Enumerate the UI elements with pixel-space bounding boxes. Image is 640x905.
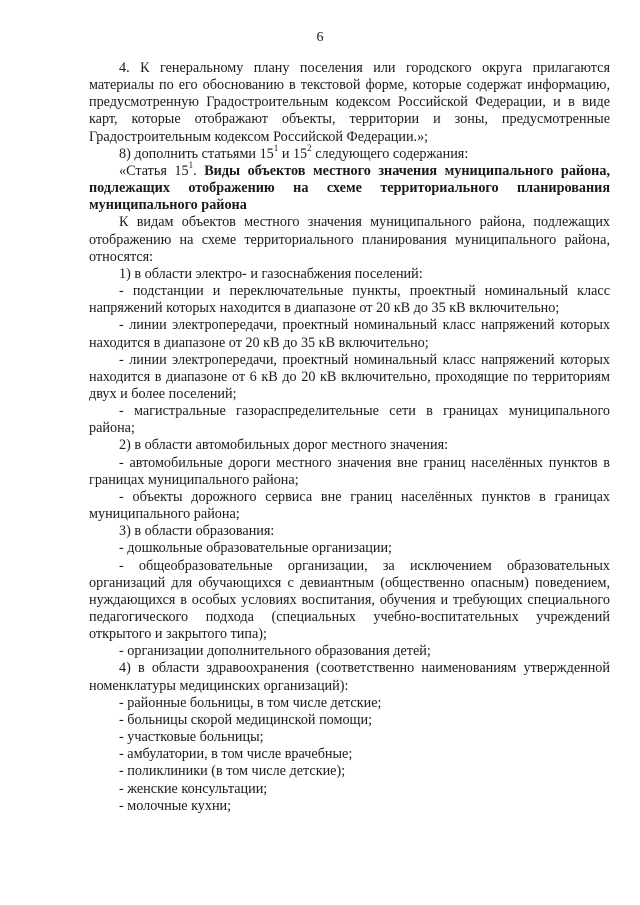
- list-item: - магистральные газораспределительные сети в границах муниципального района;: [89, 403, 610, 437]
- document-body: [89, 60, 610, 815]
- list-item: 2) в области автомобильных дорог местного значения:: [119, 437, 449, 454]
- list-item: - женские консультации;: [119, 780, 268, 797]
- list-item: 4) в области здравоохранения (соответственно наименованиям утвержденной номенклатуры медицинских организаций):: [89, 660, 610, 694]
- list-item: - линии электропередачи, проектный номинальный класс напряжений которых находится в диапазоне от 20 кВ до 35 кВ включительно;: [89, 317, 610, 351]
- paragraph: 4. К генеральному плану поселения или городского округа прилагаются материалы по его обоснованию в текстовой форме, которые содержат информацию, предусмотренную Градостроительным кодексом Российской Федерации, и в виде карт, которые отображают объекты, территории и зоны, предусмотренные Градостроительным кодексом Российской Федерации.»;: [89, 60, 610, 145]
- list-item: - автомобильные дороги местного значения вне границ населённых пунктов в границах муниципального района;: [89, 454, 610, 488]
- superscript: 1: [188, 160, 194, 171]
- page-number: 6: [316, 30, 324, 45]
- list-item: - линии электропередачи, проектный номинальный класс напряжений которых находится в диапазоне от 6 кВ до 20 кВ включительно, проходящие по территориям двух и более поселений;: [89, 351, 610, 402]
- text-run: 8) дополнить статьями 15: [119, 145, 274, 162]
- text-run: и 15: [278, 145, 308, 162]
- list-item: - районные больницы, в том числе детские;: [119, 694, 382, 711]
- article-heading: [89, 160, 610, 214]
- list-item: - подстанции и переключательные пункты, проектный номинальный класс напряжений которых находится в диапазоне от 20 кВ до 35 кВ включительно;: [89, 283, 610, 317]
- list-item: - больницы скорой медицинской помощи;: [119, 711, 373, 728]
- article-title: Виды объектов местного значения муниципального района, подлежащих отображению на схеме территориального планирования муниципального района: [89, 162, 610, 214]
- list-item: - участковые больницы;: [119, 729, 264, 746]
- superscript: 2: [307, 143, 312, 154]
- list-item: - молочные кухни;: [119, 797, 232, 814]
- superscript: 1: [273, 143, 279, 154]
- paragraph: К видам объектов местного значения муниципального района, подлежащих отображению на схеме территориального планирования муниципального района, относятся:: [89, 214, 610, 265]
- list-item: 3) в области образования:: [119, 523, 275, 540]
- list-item: - амбулатории, в том числе врачебные;: [119, 746, 353, 763]
- text-run: .: [193, 162, 205, 179]
- list-item: - поликлиники (в том числе детские);: [119, 763, 346, 780]
- text-run: следующего содержания:: [311, 145, 469, 162]
- list-item: 1) в области электро- и газоснабжения поселений:: [119, 265, 423, 282]
- amendment-paragraph: [89, 143, 610, 163]
- list-item: - объекты дорожного сервиса вне границ населённых пунктов в границах муниципального района;: [89, 488, 610, 523]
- list-item: - дошкольные образовательные организации;: [119, 540, 392, 557]
- article-number: «Статья 15: [119, 162, 189, 179]
- list-item: - организации дополнительного образования детей;: [119, 643, 431, 660]
- list-item: - общеобразовательные организации, за исключением образовательных организаций для обучающихся с девиантным (общественно опасным) поведением, нуждающихся в особых условиях воспитания, обучения и требующих специального педагогического подхода (специальных учебно-воспитательных учреждений открытого и закрытого типа);: [89, 557, 610, 643]
